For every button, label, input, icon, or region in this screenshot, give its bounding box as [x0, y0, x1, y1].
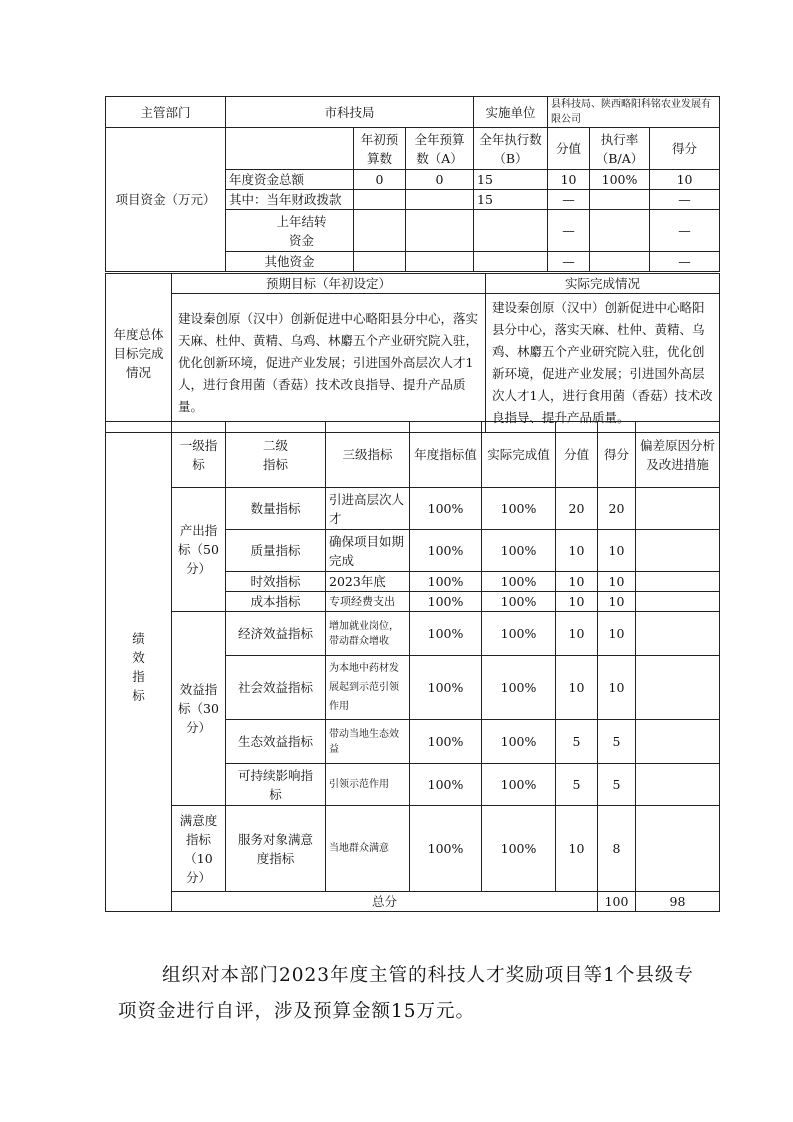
cell: —: [548, 190, 590, 210]
label-dept: 主管部门: [106, 97, 226, 128]
actual: 100%: [482, 720, 556, 764]
l2: 生态效益指标: [226, 720, 326, 764]
score: 20: [556, 488, 598, 530]
reason: [636, 764, 720, 806]
target: 100%: [410, 572, 482, 592]
l2: 数量指标: [226, 488, 326, 530]
col-full: 全年预算数（A）: [406, 128, 474, 170]
summary-paragraph: 组织对本部门2023年度主管的科技人才奖励项目等1个县级专项资金进行自评，涉及预算金额15万元。: [118, 965, 694, 1022]
group-benefit: 效益指标（30分）: [172, 612, 226, 806]
funding-row-name: 其中：当年财政拨款: [226, 190, 354, 210]
cell: [354, 190, 406, 210]
score: 10: [556, 612, 598, 656]
cell: 10: [650, 170, 720, 190]
actual: 100%: [482, 488, 556, 530]
reason: [636, 806, 720, 892]
cell: [474, 252, 548, 272]
total-row: [106, 892, 720, 912]
got: 10: [598, 530, 636, 572]
table-row: [106, 612, 720, 656]
performance-table: [105, 421, 720, 912]
l3: 2023年底: [326, 572, 410, 592]
got: 10: [598, 656, 636, 720]
cell: [406, 190, 474, 210]
l3: 为本地中药材发展起到示范引领作用: [326, 656, 410, 720]
cell: 15: [474, 190, 548, 210]
l2: 成本指标: [226, 592, 326, 612]
actual: 100%: [482, 530, 556, 572]
col-exec: 全年执行数（B）: [474, 128, 548, 170]
goals-label: 年度总体目标完成情况: [106, 274, 172, 433]
cell: —: [548, 252, 590, 272]
score: 10: [556, 572, 598, 592]
reason: [636, 530, 720, 572]
got: 10: [598, 612, 636, 656]
group-satisfaction: 满意度指标（10分）: [172, 806, 226, 892]
score: 10: [556, 656, 598, 720]
l2: 质量指标: [226, 530, 326, 572]
cell: 0: [354, 170, 406, 190]
col-rate: 执行率（B/A）: [590, 128, 650, 170]
total-label: 总分: [172, 892, 598, 912]
got: 10: [598, 592, 636, 612]
actual: 100%: [482, 656, 556, 720]
label-impl: 实施单位: [474, 97, 548, 128]
goals-table: [105, 273, 720, 433]
expected-text: 建设秦创原（汉中）创新促进中心略阳县分中心，落实天麻、杜仲、黄精、乌鸡、林麝五个产业研究院入驻，优化创新环境，促进产业发展；引进国外高层次人才1人，进行食用菌（香菇）技术改良指导、提升产品质量。: [172, 294, 486, 433]
reason: [636, 592, 720, 612]
l3: 引进高层次人才: [326, 488, 410, 530]
target: 100%: [410, 592, 482, 612]
score: 5: [556, 720, 598, 764]
l2: 社会效益指标: [226, 656, 326, 720]
score: 10: [556, 530, 598, 572]
cell: 100%: [590, 170, 650, 190]
target: 100%: [410, 806, 482, 892]
cell: —: [650, 190, 720, 210]
funding-section-label: 项目资金（万元）: [106, 128, 226, 272]
reason: [636, 656, 720, 720]
l2: 服务对象满意度指标: [226, 806, 326, 892]
score: 10: [556, 592, 598, 612]
cell: [590, 252, 650, 272]
col-score: 分值: [548, 128, 590, 170]
score: 5: [556, 764, 598, 806]
h-target: 年度指标值: [410, 422, 482, 488]
total-got: 98: [636, 892, 720, 912]
reason: [636, 612, 720, 656]
funding-row-name: 上年结转资金: [226, 210, 354, 252]
target: 100%: [410, 720, 482, 764]
cell: 0: [406, 170, 474, 190]
l3: 确保项目如期完成: [326, 530, 410, 572]
cell: [590, 190, 650, 210]
got: 20: [598, 488, 636, 530]
table-row: [106, 488, 720, 530]
actual: 100%: [482, 592, 556, 612]
funding-table: [105, 96, 720, 272]
cell: [354, 210, 406, 252]
expected-header: 预期目标（年初设定）: [172, 274, 486, 294]
dept-value: 市科技局: [226, 97, 474, 128]
impl-value: 县科技局、陕西略阳科铭农业发展有限公司: [548, 97, 720, 128]
l2: 可持续影响指标: [226, 764, 326, 806]
got: 5: [598, 764, 636, 806]
reason: [636, 572, 720, 592]
cell: [406, 210, 474, 252]
cell: —: [650, 210, 720, 252]
target: 100%: [410, 488, 482, 530]
actual: 100%: [482, 764, 556, 806]
h-l1: 一级指标: [172, 422, 226, 488]
reason: [636, 488, 720, 530]
l2: 经济效益指标: [226, 612, 326, 656]
l3: 专项经费支出: [326, 592, 410, 612]
h-l2: 二级指标: [226, 422, 326, 488]
group-output: 产出指标（50分）: [172, 488, 226, 612]
col-got: 得分: [650, 128, 720, 170]
funding-row-name: 其他资金: [226, 252, 354, 272]
target: 100%: [410, 612, 482, 656]
total-score: 100: [598, 892, 636, 912]
l3: 引领示范作用: [326, 764, 410, 806]
h-reason: 偏差原因分析及改进措施: [636, 422, 720, 488]
cell: [474, 210, 548, 252]
h-score: 分值: [556, 422, 598, 488]
got: 8: [598, 806, 636, 892]
actual-header: 实际完成情况: [486, 274, 720, 294]
col-initial: 年初预算数: [354, 128, 406, 170]
l3: 增加就业岗位，带动群众增收: [326, 612, 410, 656]
reason: [636, 720, 720, 764]
score: 10: [556, 806, 598, 892]
actual: 100%: [482, 612, 556, 656]
target: 100%: [410, 530, 482, 572]
cell: —: [548, 210, 590, 252]
target: 100%: [410, 764, 482, 806]
cell: —: [650, 252, 720, 272]
cell: [354, 252, 406, 272]
got: 5: [598, 720, 636, 764]
cell: [406, 252, 474, 272]
cell: 10: [548, 170, 590, 190]
actual: 100%: [482, 806, 556, 892]
h-actual: 实际完成值: [482, 422, 556, 488]
cell: 15: [474, 170, 548, 190]
funding-row-name: 年度资金总额: [226, 170, 354, 190]
h-got: 得分: [598, 422, 636, 488]
target: 100%: [410, 656, 482, 720]
l2: 时效指标: [226, 572, 326, 592]
l3: 当地群众满意: [326, 806, 410, 892]
header-blank: [226, 128, 354, 170]
h-l3: 三级指标: [326, 422, 410, 488]
cell: [590, 210, 650, 252]
actual: 100%: [482, 572, 556, 592]
actual-text: 建设秦创原（汉中）创新促进中心略阳县分中心，落实天麻、杜仲、黄精、乌鸡、林麝五个产业研究院入驻，优化创新环境，促进产业发展；引进国外高层次人才1人，进行食用菌（香菇）技术改良指导、提升产品质量。: [486, 294, 720, 433]
table-row: [106, 806, 720, 892]
got: 10: [598, 572, 636, 592]
l3: 带动当地生态效益: [326, 720, 410, 764]
perf-label: 绩效指标: [106, 422, 172, 912]
